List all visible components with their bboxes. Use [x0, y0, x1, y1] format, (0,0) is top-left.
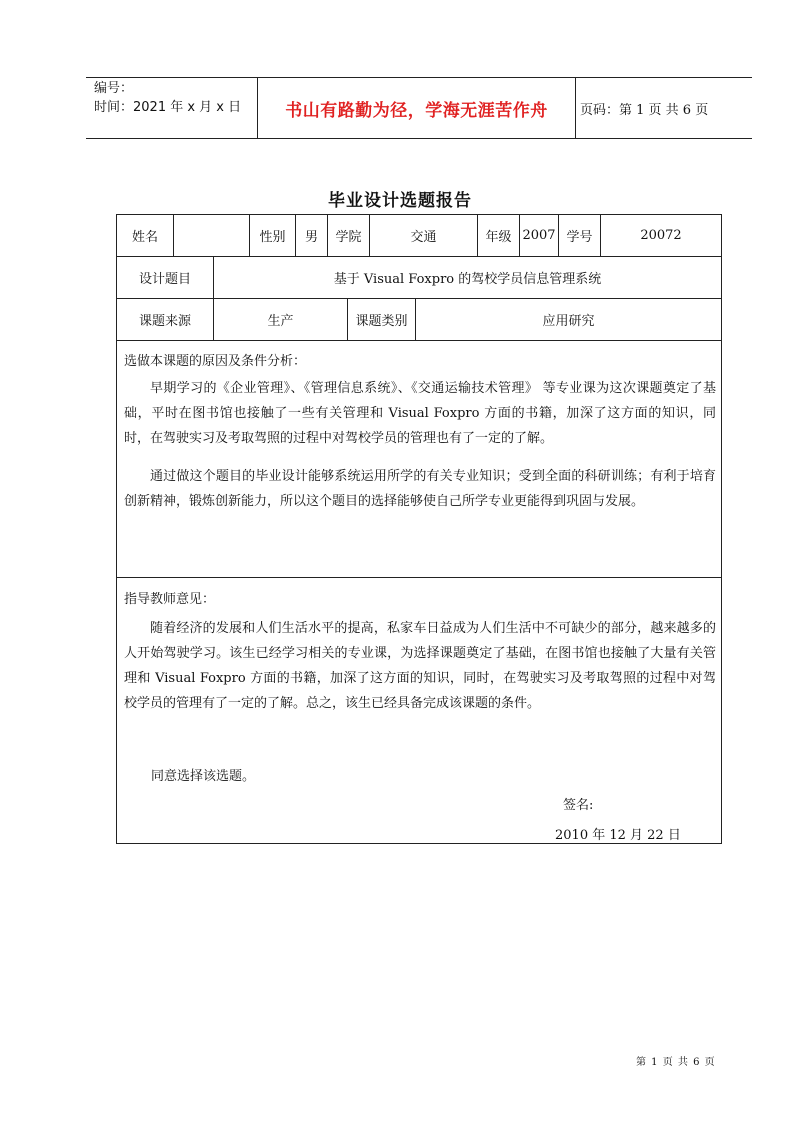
page-header	[86, 77, 752, 139]
student-id-value: 20072	[640, 228, 682, 243]
report-form	[116, 214, 722, 844]
advisor-paragraph: 随着经济的发展和人们生活水平的提高，私家车日益成为人们生活中不可缺少的部分，越来越多的人开始驾驶学习。该生已经学习相关的专业课，为选择课题奠定了基础，在图书馆也接触了大量有关管理和 Visual Foxpro 方面的书籍，加深了这方面的知识，同时，在驾驶实习及考取驾照的过程中对驾校学员的管理有了一定的了解。总之，该生已经具备完成该课题的条件。	[124, 621, 716, 711]
name-value	[174, 215, 250, 256]
category-label: 课题类别	[348, 299, 416, 340]
reason-paragraph-1: 早期学习的《企业管理》、《管理信息系统》、《交通运输技术管理》 等专业课为这次课题奠定了基础，平时在图书馆也接触了一些有关管理和 Visual Foxpro 方面的书籍，加深了这方面的知识，同时，在驾驶实习及考取驾照的过程中对驾校学员的管理也有了一定的了解。	[124, 381, 716, 446]
category-value: 应用研究	[542, 314, 595, 329]
reason-heading: 选做本课题的原因及条件分析：	[124, 354, 307, 369]
grade-label: 年级	[478, 215, 520, 256]
number-label: 编号：	[94, 81, 134, 96]
source-row	[117, 299, 721, 341]
reason-section	[117, 341, 721, 578]
document-title: 毕业设计选题报告	[328, 191, 472, 211]
topic-label: 设计题目	[117, 257, 214, 298]
agree-text: 同意选择该选题。	[151, 769, 256, 784]
topic-value: 基于 Visual Foxpro 的驾校学员信息管理系统	[333, 272, 602, 287]
grade-value: 2007	[520, 215, 559, 256]
page-footer: 第 1 页 共 6 页	[636, 1057, 716, 1068]
reason-paragraph-2: 通过做这个题目的毕业设计能够系统运用所学的有关专业知识；受到全面的科研训练；有利于培育创新精神，锻炼创新能力，所以这个题目的选择能够使自己所学专业更能得到巩固与发展。	[124, 469, 716, 509]
signature-label: 签名:	[563, 798, 594, 813]
advisor-section	[117, 578, 721, 843]
header-meta	[94, 79, 241, 117]
page-info: 页码：第 1 页 共 6 页	[580, 102, 709, 118]
name-label: 姓名	[117, 215, 174, 256]
signature-date: 2010 年 12 月 22 日	[555, 828, 681, 843]
advisor-heading: 指导教师意见：	[124, 592, 216, 607]
motto: 书山有路勤为径，学海无涯苦作舟	[257, 78, 576, 138]
college-label: 学院	[328, 215, 370, 256]
student-info-row	[117, 215, 721, 257]
source-value: 生产	[214, 299, 348, 340]
student-id-label: 学号	[559, 215, 601, 256]
source-label: 课题来源	[117, 299, 214, 340]
time-label: 时间：2021 年 x 月 x 日	[94, 100, 242, 115]
topic-row	[117, 257, 721, 299]
gender-label: 性别	[250, 215, 296, 256]
gender-value: 男	[296, 215, 328, 256]
college-value: 交通	[370, 215, 478, 256]
